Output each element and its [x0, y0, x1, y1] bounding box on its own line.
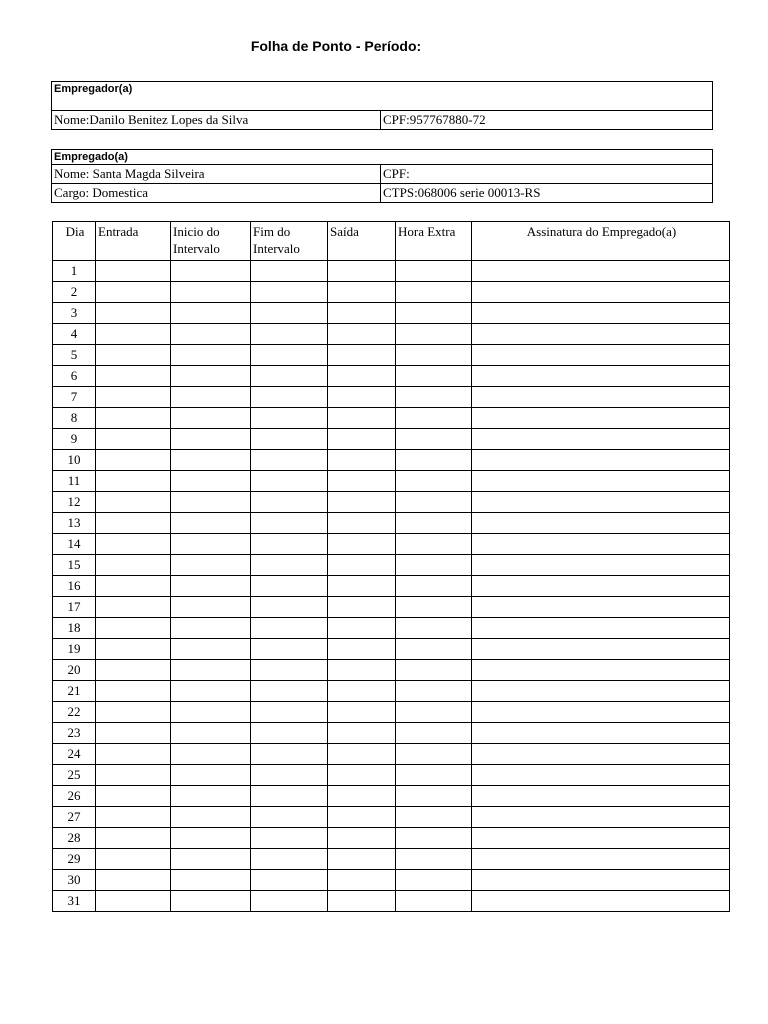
saida-cell[interactable]	[328, 471, 396, 492]
day-number: 2	[53, 282, 96, 303]
assinatura-cell[interactable]	[472, 408, 730, 429]
fim-intervalo-cell[interactable]	[251, 828, 328, 849]
assinatura-cell[interactable]	[472, 261, 730, 282]
employee-header: Empregado(a)	[52, 150, 713, 165]
entrada-cell[interactable]	[96, 597, 171, 618]
employee-name: Nome: Santa Magda Silveira	[52, 165, 381, 184]
fim-intervalo-cell[interactable]	[251, 555, 328, 576]
inicio-intervalo-cell[interactable]	[171, 639, 251, 660]
fim-intervalo-cell[interactable]	[251, 450, 328, 471]
employer-table	[51, 81, 713, 130]
entrada-cell[interactable]	[96, 513, 171, 534]
saida-cell[interactable]	[328, 702, 396, 723]
table-row	[53, 471, 730, 492]
day-number: 27	[53, 807, 96, 828]
fim-intervalo-cell[interactable]	[251, 429, 328, 450]
assinatura-cell[interactable]	[472, 849, 730, 870]
assinatura-cell[interactable]	[472, 345, 730, 366]
employer-cpf: CPF:957767880-72	[381, 111, 713, 130]
table-row	[53, 429, 730, 450]
day-number: 5	[53, 345, 96, 366]
saida-cell[interactable]	[328, 597, 396, 618]
inicio-intervalo-cell[interactable]	[171, 891, 251, 912]
day-number: 24	[53, 744, 96, 765]
assinatura-cell[interactable]	[472, 681, 730, 702]
hora-extra-cell[interactable]	[396, 807, 472, 828]
entrada-cell[interactable]	[96, 366, 171, 387]
table-row	[53, 303, 730, 324]
fim-intervalo-cell[interactable]	[251, 891, 328, 912]
saida-cell[interactable]	[328, 891, 396, 912]
entrada-cell[interactable]	[96, 282, 171, 303]
inicio-intervalo-cell[interactable]	[171, 597, 251, 618]
inicio-intervalo-cell[interactable]	[171, 534, 251, 555]
assinatura-cell[interactable]	[472, 702, 730, 723]
employer-header: Empregador(a)	[52, 82, 713, 111]
entrada-cell[interactable]	[96, 723, 171, 744]
inicio-intervalo-cell[interactable]	[171, 618, 251, 639]
assinatura-cell[interactable]	[472, 450, 730, 471]
fim-intervalo-cell[interactable]	[251, 303, 328, 324]
saida-cell[interactable]	[328, 765, 396, 786]
assinatura-cell[interactable]	[472, 891, 730, 912]
day-number: 15	[53, 555, 96, 576]
inicio-intervalo-cell[interactable]	[171, 555, 251, 576]
inicio-intervalo-cell[interactable]	[171, 303, 251, 324]
assinatura-cell[interactable]	[472, 828, 730, 849]
hora-extra-cell[interactable]	[396, 639, 472, 660]
table-row	[53, 492, 730, 513]
fim-intervalo-cell[interactable]	[251, 513, 328, 534]
hora-extra-cell[interactable]	[396, 450, 472, 471]
entrada-cell[interactable]	[96, 849, 171, 870]
inicio-intervalo-cell[interactable]	[171, 870, 251, 891]
inicio-intervalo-cell[interactable]	[171, 324, 251, 345]
entrada-cell[interactable]	[96, 450, 171, 471]
table-row	[53, 408, 730, 429]
assinatura-cell[interactable]	[472, 366, 730, 387]
hora-extra-cell[interactable]	[396, 282, 472, 303]
hora-extra-cell[interactable]	[396, 429, 472, 450]
assinatura-cell[interactable]	[472, 429, 730, 450]
table-row	[53, 534, 730, 555]
assinatura-cell[interactable]	[472, 744, 730, 765]
hora-extra-cell[interactable]	[396, 681, 472, 702]
saida-cell[interactable]	[328, 282, 396, 303]
entrada-cell[interactable]	[96, 744, 171, 765]
hora-extra-cell[interactable]	[396, 618, 472, 639]
hora-extra-cell[interactable]	[396, 303, 472, 324]
day-number: 18	[53, 618, 96, 639]
table-row	[53, 744, 730, 765]
day-number: 17	[53, 597, 96, 618]
saida-cell[interactable]	[328, 513, 396, 534]
saida-cell[interactable]	[328, 408, 396, 429]
saida-cell[interactable]	[328, 681, 396, 702]
inicio-intervalo-cell[interactable]	[171, 261, 251, 282]
fim-intervalo-cell[interactable]	[251, 870, 328, 891]
table-row	[53, 366, 730, 387]
saida-cell[interactable]	[328, 429, 396, 450]
entrada-cell[interactable]	[96, 870, 171, 891]
hora-extra-cell[interactable]	[396, 555, 472, 576]
fim-intervalo-cell[interactable]	[251, 408, 328, 429]
day-number: 20	[53, 660, 96, 681]
fim-intervalo-cell[interactable]	[251, 681, 328, 702]
fim-intervalo-cell[interactable]	[251, 765, 328, 786]
assinatura-cell[interactable]	[472, 387, 730, 408]
hora-extra-cell[interactable]	[396, 471, 472, 492]
inicio-intervalo-cell[interactable]	[171, 492, 251, 513]
hora-extra-cell[interactable]	[396, 744, 472, 765]
fim-intervalo-cell[interactable]	[251, 576, 328, 597]
entrada-cell[interactable]	[96, 576, 171, 597]
fim-intervalo-cell[interactable]	[251, 492, 328, 513]
table-row	[53, 555, 730, 576]
fim-intervalo-cell[interactable]	[251, 618, 328, 639]
table-row	[53, 723, 730, 744]
assinatura-cell[interactable]	[472, 660, 730, 681]
table-row	[53, 870, 730, 891]
fim-intervalo-cell[interactable]	[251, 702, 328, 723]
saida-cell[interactable]	[328, 639, 396, 660]
table-row	[53, 513, 730, 534]
day-number: 4	[53, 324, 96, 345]
entrada-cell[interactable]	[96, 765, 171, 786]
inicio-intervalo-cell[interactable]	[171, 807, 251, 828]
day-number: 10	[53, 450, 96, 471]
table-row	[53, 387, 730, 408]
inicio-intervalo-cell[interactable]	[171, 513, 251, 534]
fim-intervalo-cell[interactable]	[251, 807, 328, 828]
hora-extra-cell[interactable]	[396, 765, 472, 786]
day-number: 12	[53, 492, 96, 513]
day-number: 28	[53, 828, 96, 849]
saida-cell[interactable]	[328, 744, 396, 765]
col-header-saida: Saída	[328, 222, 396, 261]
table-row	[53, 849, 730, 870]
entrada-cell[interactable]	[96, 891, 171, 912]
inicio-intervalo-cell[interactable]	[171, 429, 251, 450]
employee-table	[51, 149, 713, 203]
hora-extra-cell[interactable]	[396, 492, 472, 513]
timesheet-header-row	[53, 222, 730, 261]
day-number: 25	[53, 765, 96, 786]
assinatura-cell[interactable]	[472, 303, 730, 324]
table-row	[53, 450, 730, 471]
saida-cell[interactable]	[328, 849, 396, 870]
entrada-cell[interactable]	[96, 324, 171, 345]
hora-extra-cell[interactable]	[396, 261, 472, 282]
assinatura-cell[interactable]	[472, 870, 730, 891]
table-row	[53, 639, 730, 660]
fim-intervalo-cell[interactable]	[251, 366, 328, 387]
fim-intervalo-cell[interactable]	[251, 345, 328, 366]
saida-cell[interactable]	[328, 618, 396, 639]
fim-intervalo-cell[interactable]	[251, 723, 328, 744]
employee-role: Cargo: Domestica	[52, 184, 381, 203]
fim-intervalo-cell[interactable]	[251, 471, 328, 492]
entrada-cell[interactable]	[96, 786, 171, 807]
table-row	[53, 597, 730, 618]
saida-cell[interactable]	[328, 450, 396, 471]
saida-cell[interactable]	[328, 534, 396, 555]
entrada-cell[interactable]	[96, 639, 171, 660]
assinatura-cell[interactable]	[472, 786, 730, 807]
assinatura-cell[interactable]	[472, 639, 730, 660]
inicio-intervalo-cell[interactable]	[171, 786, 251, 807]
table-row	[53, 660, 730, 681]
saida-cell[interactable]	[328, 660, 396, 681]
page-title: Folha de Ponto - Período:	[250, 38, 422, 54]
fim-intervalo-cell[interactable]	[251, 282, 328, 303]
saida-cell[interactable]	[328, 723, 396, 744]
entrada-cell[interactable]	[96, 345, 171, 366]
hora-extra-cell[interactable]	[396, 345, 472, 366]
fim-intervalo-cell[interactable]	[251, 744, 328, 765]
saida-cell[interactable]	[328, 492, 396, 513]
inicio-intervalo-cell[interactable]	[171, 744, 251, 765]
entrada-cell[interactable]	[96, 681, 171, 702]
fim-intervalo-cell[interactable]	[251, 324, 328, 345]
saida-cell[interactable]	[328, 870, 396, 891]
assinatura-cell[interactable]	[472, 723, 730, 744]
hora-extra-cell[interactable]	[396, 723, 472, 744]
hora-extra-cell[interactable]	[396, 513, 472, 534]
saida-cell[interactable]	[328, 345, 396, 366]
saida-cell[interactable]	[328, 555, 396, 576]
entrada-cell[interactable]	[96, 807, 171, 828]
assinatura-cell[interactable]	[472, 513, 730, 534]
employee-cpf: CPF:	[381, 165, 713, 184]
assinatura-cell[interactable]	[472, 597, 730, 618]
entrada-cell[interactable]	[96, 534, 171, 555]
timesheet-table	[52, 221, 730, 912]
inicio-intervalo-cell[interactable]	[171, 849, 251, 870]
day-number: 26	[53, 786, 96, 807]
hora-extra-cell[interactable]	[396, 660, 472, 681]
assinatura-cell[interactable]	[472, 534, 730, 555]
assinatura-cell[interactable]	[472, 471, 730, 492]
day-number: 1	[53, 261, 96, 282]
fim-intervalo-cell[interactable]	[251, 849, 328, 870]
hora-extra-cell[interactable]	[396, 534, 472, 555]
inicio-intervalo-cell[interactable]	[171, 408, 251, 429]
hora-extra-cell[interactable]	[396, 828, 472, 849]
col-header-dia: Dia	[53, 222, 96, 261]
col-header-entrada: Entrada	[96, 222, 171, 261]
table-row	[53, 807, 730, 828]
fim-intervalo-cell[interactable]	[251, 387, 328, 408]
table-row	[53, 618, 730, 639]
inicio-intervalo-cell[interactable]	[171, 828, 251, 849]
entrada-cell[interactable]	[96, 261, 171, 282]
day-number: 3	[53, 303, 96, 324]
table-row	[53, 786, 730, 807]
assinatura-cell[interactable]	[472, 576, 730, 597]
col-header-fim: Fim do Intervalo	[251, 222, 328, 261]
assinatura-cell[interactable]	[472, 807, 730, 828]
assinatura-cell[interactable]	[472, 324, 730, 345]
hora-extra-cell[interactable]	[396, 849, 472, 870]
day-number: 29	[53, 849, 96, 870]
entrada-cell[interactable]	[96, 408, 171, 429]
saida-cell[interactable]	[328, 324, 396, 345]
inicio-intervalo-cell[interactable]	[171, 345, 251, 366]
assinatura-cell[interactable]	[472, 492, 730, 513]
table-row	[53, 681, 730, 702]
entrada-cell[interactable]	[96, 492, 171, 513]
day-number: 31	[53, 891, 96, 912]
inicio-intervalo-cell[interactable]	[171, 765, 251, 786]
hora-extra-cell[interactable]	[396, 870, 472, 891]
entrada-cell[interactable]	[96, 303, 171, 324]
table-row	[53, 576, 730, 597]
table-row	[53, 282, 730, 303]
entrada-cell[interactable]	[96, 702, 171, 723]
hora-extra-cell[interactable]	[396, 786, 472, 807]
hora-extra-cell[interactable]	[396, 702, 472, 723]
day-number: 6	[53, 366, 96, 387]
employee-ctps: CTPS:068006 serie 00013-RS	[381, 184, 713, 203]
col-header-hora-extra: Hora Extra	[396, 222, 472, 261]
table-row	[53, 345, 730, 366]
saida-cell[interactable]	[328, 576, 396, 597]
table-row	[53, 765, 730, 786]
fim-intervalo-cell[interactable]	[251, 660, 328, 681]
inicio-intervalo-cell[interactable]	[171, 723, 251, 744]
day-number: 8	[53, 408, 96, 429]
hora-extra-cell[interactable]	[396, 597, 472, 618]
assinatura-cell[interactable]	[472, 555, 730, 576]
table-row	[53, 828, 730, 849]
inicio-intervalo-cell[interactable]	[171, 660, 251, 681]
inicio-intervalo-cell[interactable]	[171, 576, 251, 597]
hora-extra-cell[interactable]	[396, 891, 472, 912]
day-number: 23	[53, 723, 96, 744]
hora-extra-cell[interactable]	[396, 408, 472, 429]
col-header-assinatura: Assinatura do Empregado(a)	[472, 222, 730, 261]
fim-intervalo-cell[interactable]	[251, 534, 328, 555]
day-number: 19	[53, 639, 96, 660]
entrada-cell[interactable]	[96, 828, 171, 849]
day-number: 7	[53, 387, 96, 408]
saida-cell[interactable]	[328, 366, 396, 387]
table-row	[53, 891, 730, 912]
fim-intervalo-cell[interactable]	[251, 597, 328, 618]
assinatura-cell[interactable]	[472, 618, 730, 639]
fim-intervalo-cell[interactable]	[251, 261, 328, 282]
entrada-cell[interactable]	[96, 471, 171, 492]
day-number: 21	[53, 681, 96, 702]
hora-extra-cell[interactable]	[396, 576, 472, 597]
saida-cell[interactable]	[328, 261, 396, 282]
saida-cell[interactable]	[328, 828, 396, 849]
hora-extra-cell[interactable]	[396, 387, 472, 408]
hora-extra-cell[interactable]	[396, 366, 472, 387]
entrada-cell[interactable]	[96, 555, 171, 576]
col-header-inicio: Inicio do Intervalo	[171, 222, 251, 261]
day-number: 9	[53, 429, 96, 450]
day-number: 16	[53, 576, 96, 597]
table-row	[53, 261, 730, 282]
inicio-intervalo-cell[interactable]	[171, 387, 251, 408]
inicio-intervalo-cell[interactable]	[171, 702, 251, 723]
day-number: 11	[53, 471, 96, 492]
assinatura-cell[interactable]	[472, 765, 730, 786]
inicio-intervalo-cell[interactable]	[171, 681, 251, 702]
inicio-intervalo-cell[interactable]	[171, 282, 251, 303]
employer-name: Nome:Danilo Benitez Lopes da Silva	[52, 111, 381, 130]
saida-cell[interactable]	[328, 807, 396, 828]
fim-intervalo-cell[interactable]	[251, 786, 328, 807]
day-number: 30	[53, 870, 96, 891]
saida-cell[interactable]	[328, 303, 396, 324]
table-row	[53, 324, 730, 345]
day-number: 22	[53, 702, 96, 723]
day-number: 14	[53, 534, 96, 555]
entrada-cell[interactable]	[96, 387, 171, 408]
saida-cell[interactable]	[328, 786, 396, 807]
entrada-cell[interactable]	[96, 618, 171, 639]
hora-extra-cell[interactable]	[396, 324, 472, 345]
saida-cell[interactable]	[328, 387, 396, 408]
entrada-cell[interactable]	[96, 660, 171, 681]
entrada-cell[interactable]	[96, 429, 171, 450]
inicio-intervalo-cell[interactable]	[171, 471, 251, 492]
table-row	[53, 702, 730, 723]
day-number: 13	[53, 513, 96, 534]
inicio-intervalo-cell[interactable]	[171, 450, 251, 471]
assinatura-cell[interactable]	[472, 282, 730, 303]
fim-intervalo-cell[interactable]	[251, 639, 328, 660]
inicio-intervalo-cell[interactable]	[171, 366, 251, 387]
